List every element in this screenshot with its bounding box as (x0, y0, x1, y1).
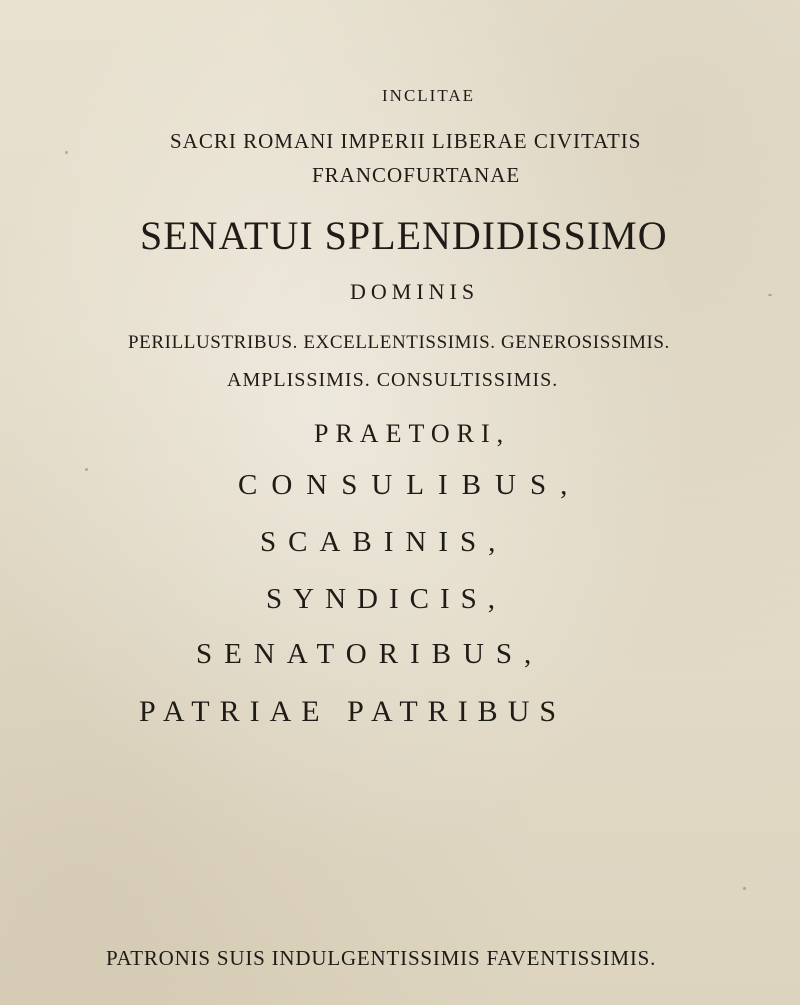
dedication-line-10: SCABINIS, (260, 526, 508, 558)
dedication-line-7: AMPLISSIMIS. CONSULTISSIMIS. (227, 369, 559, 391)
dedication-line-4: SENATUI SPLENDIDISSIMO (140, 213, 668, 258)
dedication-line-13: PATRIAE PATRIBUS (139, 695, 567, 728)
paper-speck (768, 294, 772, 296)
dedication-line-9: CONSULIBUS, (238, 469, 582, 501)
dedication-line-5: DOMINIS (350, 279, 480, 304)
dedication-line-14: PATRONIS SUIS INDULGENTISSIMIS FAVENTISSIMIS. (106, 946, 657, 970)
dedication-line-6: PERILLUSTRIBUS. EXCELLENTISSIMIS. GENEROSISSIMIS. (128, 332, 670, 353)
dedication-line-12: SENATORIBUS, (196, 638, 544, 670)
dedication-line-3: FRANCOFURTANAE (312, 163, 521, 187)
paper-speck (85, 468, 88, 471)
paper-speck (743, 887, 746, 890)
dedication-line-8: PRAETORI, (314, 419, 511, 448)
dedication-line-2: SACRI ROMANI IMPERII LIBERAE CIVITATIS (170, 129, 642, 153)
dedication-line-11: SYNDICIS, (266, 583, 506, 615)
dedication-line-1: INCLITAE (382, 86, 476, 105)
paper-speck (65, 151, 68, 154)
